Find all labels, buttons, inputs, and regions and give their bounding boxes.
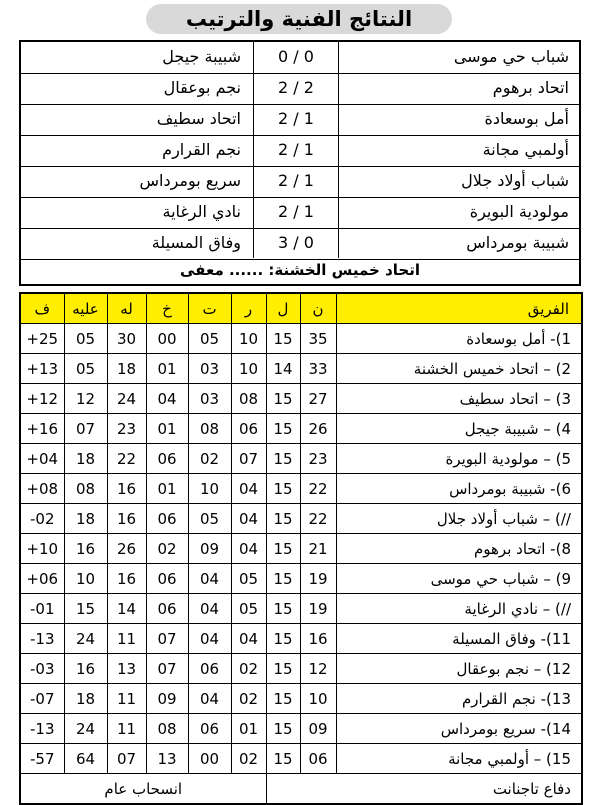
cell-team: 1)- أمل بوسعادة <box>336 324 582 354</box>
cell-t: 08 <box>188 414 231 444</box>
cell-alayh: 24 <box>64 624 107 654</box>
cell-n: 22 <box>300 504 336 534</box>
result-away-team: نادي الرغاية <box>162 202 241 221</box>
table-row <box>20 384 582 414</box>
cell-kh: 00 <box>146 324 188 354</box>
footer-row <box>20 774 582 805</box>
cell-lah: 30 <box>107 324 146 354</box>
cell-lah: 11 <box>107 684 146 714</box>
cell-n: 10 <box>300 684 336 714</box>
table-row <box>20 654 582 684</box>
cell-l: 15 <box>266 744 300 774</box>
result-home-team: اتحاد برهوم <box>492 78 569 97</box>
standings-header-row <box>20 293 582 324</box>
cell-lah: 14 <box>107 594 146 624</box>
header-l: ل <box>266 293 300 324</box>
cell-l: 15 <box>266 684 300 714</box>
cell-r: 01 <box>231 714 266 744</box>
result-away-team: سريع بومرداس <box>139 171 241 190</box>
result-row <box>21 197 579 229</box>
result-row <box>21 104 579 136</box>
cell-r: 10 <box>231 324 266 354</box>
cell-f: -02 <box>20 504 64 534</box>
cell-kh: 06 <box>146 504 188 534</box>
cell-kh: 06 <box>146 444 188 474</box>
cell-lah: 07 <box>107 744 146 774</box>
result-home-team: شباب حي موسى <box>453 47 569 66</box>
cell-alayh: 05 <box>64 354 107 384</box>
cell-team: 12) – نجم بوعقال <box>336 654 582 684</box>
cell-team: //) – نادي الرغاية <box>336 594 582 624</box>
result-home-team: مولودية البويرة <box>469 202 569 221</box>
result-score: 2 / 1 <box>253 165 339 196</box>
header-team: الفريق <box>336 293 582 324</box>
cell-lah: 13 <box>107 654 146 684</box>
header-n: ن <box>300 293 336 324</box>
cell-n: 16 <box>300 624 336 654</box>
cell-r: 02 <box>231 684 266 714</box>
cell-team: 15) – أولمبي مجانة <box>336 744 582 774</box>
cell-r: 02 <box>231 744 266 774</box>
cell-n: 21 <box>300 534 336 564</box>
result-row <box>21 135 579 167</box>
header-lah: له <box>107 293 146 324</box>
cell-f: -13 <box>20 714 64 744</box>
header-t: ت <box>188 293 231 324</box>
cell-kh: 06 <box>146 564 188 594</box>
cell-team: 6)- شبيبة بومرداس <box>336 474 582 504</box>
table-row <box>20 354 582 384</box>
cell-kh: 13 <box>146 744 188 774</box>
cell-t: 02 <box>188 444 231 474</box>
cell-r: 05 <box>231 564 266 594</box>
cell-f: +04 <box>20 444 64 474</box>
cell-t: 09 <box>188 534 231 564</box>
cell-kh: 07 <box>146 624 188 654</box>
cell-f: +08 <box>20 474 64 504</box>
cell-r: 04 <box>231 504 266 534</box>
table-row <box>20 744 582 774</box>
cell-t: 06 <box>188 714 231 744</box>
cell-n: 22 <box>300 474 336 504</box>
result-home-team: أمل بوسعادة <box>484 109 569 128</box>
cell-t: 05 <box>188 324 231 354</box>
cell-t: 04 <box>188 594 231 624</box>
header-f: ف <box>20 293 64 324</box>
cell-t: 03 <box>188 354 231 384</box>
cell-alayh: 18 <box>64 684 107 714</box>
cell-team: 8)- اتحاد برهوم <box>336 534 582 564</box>
cell-team: 13)- نجم القرارم <box>336 684 582 714</box>
cell-t: 04 <box>188 564 231 594</box>
cell-lah: 16 <box>107 504 146 534</box>
cell-f: -13 <box>20 624 64 654</box>
cell-lah: 23 <box>107 414 146 444</box>
cell-n: 35 <box>300 324 336 354</box>
cell-l: 15 <box>266 324 300 354</box>
cell-f: -07 <box>20 684 64 714</box>
table-row <box>20 624 582 654</box>
cell-f: -01 <box>20 594 64 624</box>
cell-r: 04 <box>231 624 266 654</box>
cell-lah: 24 <box>107 384 146 414</box>
result-home-team: شبيبة بومرداس <box>466 233 569 252</box>
header-kh: خ <box>146 293 188 324</box>
cell-r: 07 <box>231 444 266 474</box>
result-row <box>21 166 579 198</box>
result-home-team: أولمبي مجانة <box>482 140 569 159</box>
cell-l: 15 <box>266 714 300 744</box>
cell-team: //) – شباب أولاد جلال <box>336 504 582 534</box>
cell-lah: 11 <box>107 714 146 744</box>
cell-l: 15 <box>266 654 300 684</box>
result-score: 2 / 1 <box>253 103 339 134</box>
cell-r: 06 <box>231 414 266 444</box>
cell-l: 15 <box>266 564 300 594</box>
cell-l: 15 <box>266 504 300 534</box>
cell-n: 19 <box>300 594 336 624</box>
result-score: 2 / 1 <box>253 134 339 165</box>
cell-r: 02 <box>231 654 266 684</box>
cell-f: +12 <box>20 384 64 414</box>
table-row <box>20 684 582 714</box>
cell-alayh: 16 <box>64 654 107 684</box>
table-row <box>20 324 582 354</box>
cell-lah: 11 <box>107 624 146 654</box>
result-away-team: وفاق المسيلة <box>151 233 241 252</box>
cell-f: -57 <box>20 744 64 774</box>
cell-lah: 16 <box>107 474 146 504</box>
result-score: 2 / 1 <box>253 196 339 227</box>
exempt-note: اتحاد خميس الخشنة: ...... معفى <box>180 261 420 279</box>
cell-alayh: 08 <box>64 474 107 504</box>
cell-t: 05 <box>188 504 231 534</box>
result-away-team: نجم القرارم <box>162 140 241 159</box>
cell-team: 9) – شباب حي موسى <box>336 564 582 594</box>
cell-r: 04 <box>231 474 266 504</box>
result-home-team: شباب أولاد جلال <box>461 171 569 190</box>
table-row <box>20 564 582 594</box>
cell-l: 15 <box>266 624 300 654</box>
cell-n: 06 <box>300 744 336 774</box>
cell-f: +13 <box>20 354 64 384</box>
cell-l: 15 <box>266 384 300 414</box>
cell-r: 08 <box>231 384 266 414</box>
table-row <box>20 714 582 744</box>
cell-kh: 01 <box>146 354 188 384</box>
result-away-team: نجم بوعقال <box>163 78 241 97</box>
cell-n: 12 <box>300 654 336 684</box>
cell-alayh: 16 <box>64 534 107 564</box>
cell-l: 15 <box>266 414 300 444</box>
cell-lah: 26 <box>107 534 146 564</box>
cell-f: +25 <box>20 324 64 354</box>
cell-l: 15 <box>266 444 300 474</box>
cell-alayh: 24 <box>64 714 107 744</box>
header-r: ر <box>231 293 266 324</box>
cell-r: 10 <box>231 354 266 384</box>
cell-t: 03 <box>188 384 231 414</box>
cell-alayh: 05 <box>64 324 107 354</box>
cell-l: 15 <box>266 474 300 504</box>
cell-alayh: 10 <box>64 564 107 594</box>
cell-f: +06 <box>20 564 64 594</box>
cell-t: 04 <box>188 684 231 714</box>
cell-f: -03 <box>20 654 64 684</box>
cell-alayh: 18 <box>64 444 107 474</box>
cell-team: 2) – اتحاد خميس الخشنة <box>336 354 582 384</box>
cell-alayh: 15 <box>64 594 107 624</box>
result-row <box>21 73 579 105</box>
cell-f: +16 <box>20 414 64 444</box>
table-row <box>20 474 582 504</box>
cell-t: 06 <box>188 654 231 684</box>
cell-kh: 06 <box>146 594 188 624</box>
cell-n: 09 <box>300 714 336 744</box>
result-score: 3 / 0 <box>253 227 339 258</box>
cell-t: 04 <box>188 624 231 654</box>
cell-kh: 07 <box>146 654 188 684</box>
cell-kh: 08 <box>146 714 188 744</box>
cell-r: 04 <box>231 534 266 564</box>
result-score: 2 / 2 <box>253 72 339 103</box>
cell-l: 15 <box>266 534 300 564</box>
cell-n: 23 <box>300 444 336 474</box>
cell-team: 3) – اتحاد سطيف <box>336 384 582 414</box>
title-pill <box>146 4 452 34</box>
cell-n: 33 <box>300 354 336 384</box>
result-score: 0 / 0 <box>253 41 339 72</box>
result-away-team: اتحاد سطيف <box>156 109 241 128</box>
cell-lah: 22 <box>107 444 146 474</box>
footer-note: انسحاب عام <box>20 774 266 805</box>
cell-lah: 18 <box>107 354 146 384</box>
table-row <box>20 504 582 534</box>
cell-alayh: 64 <box>64 744 107 774</box>
cell-kh: 01 <box>146 414 188 444</box>
table-row <box>20 414 582 444</box>
cell-alayh: 07 <box>64 414 107 444</box>
cell-team: 11)- وفاق المسيلة <box>336 624 582 654</box>
cell-r: 05 <box>231 594 266 624</box>
standings-table <box>19 292 583 805</box>
cell-alayh: 18 <box>64 504 107 534</box>
cell-kh: 04 <box>146 384 188 414</box>
cell-n: 26 <box>300 414 336 444</box>
cell-kh: 02 <box>146 534 188 564</box>
cell-n: 19 <box>300 564 336 594</box>
header-alayh: عليه <box>64 293 107 324</box>
cell-f: +10 <box>20 534 64 564</box>
table-row <box>20 594 582 624</box>
cell-n: 27 <box>300 384 336 414</box>
title-bar <box>0 4 600 34</box>
cell-team: 14)- سريع بومرداس <box>336 714 582 744</box>
results-box <box>19 40 581 286</box>
cell-l: 14 <box>266 354 300 384</box>
cell-t: 00 <box>188 744 231 774</box>
result-row <box>21 42 579 74</box>
result-away-team: شبيبة جيجل <box>162 47 241 66</box>
footer-team: دفاع تاجنانت <box>266 774 582 805</box>
cell-team: 5) – مولودية البويرة <box>336 444 582 474</box>
cell-alayh: 12 <box>64 384 107 414</box>
table-row <box>20 444 582 474</box>
cell-kh: 09 <box>146 684 188 714</box>
page-title: النتائج الفنية والترتيب <box>185 7 413 31</box>
cell-lah: 16 <box>107 564 146 594</box>
cell-kh: 01 <box>146 474 188 504</box>
cell-t: 10 <box>188 474 231 504</box>
cell-team: 4) – شبيبة جيجل <box>336 414 582 444</box>
cell-l: 15 <box>266 594 300 624</box>
table-row <box>20 534 582 564</box>
